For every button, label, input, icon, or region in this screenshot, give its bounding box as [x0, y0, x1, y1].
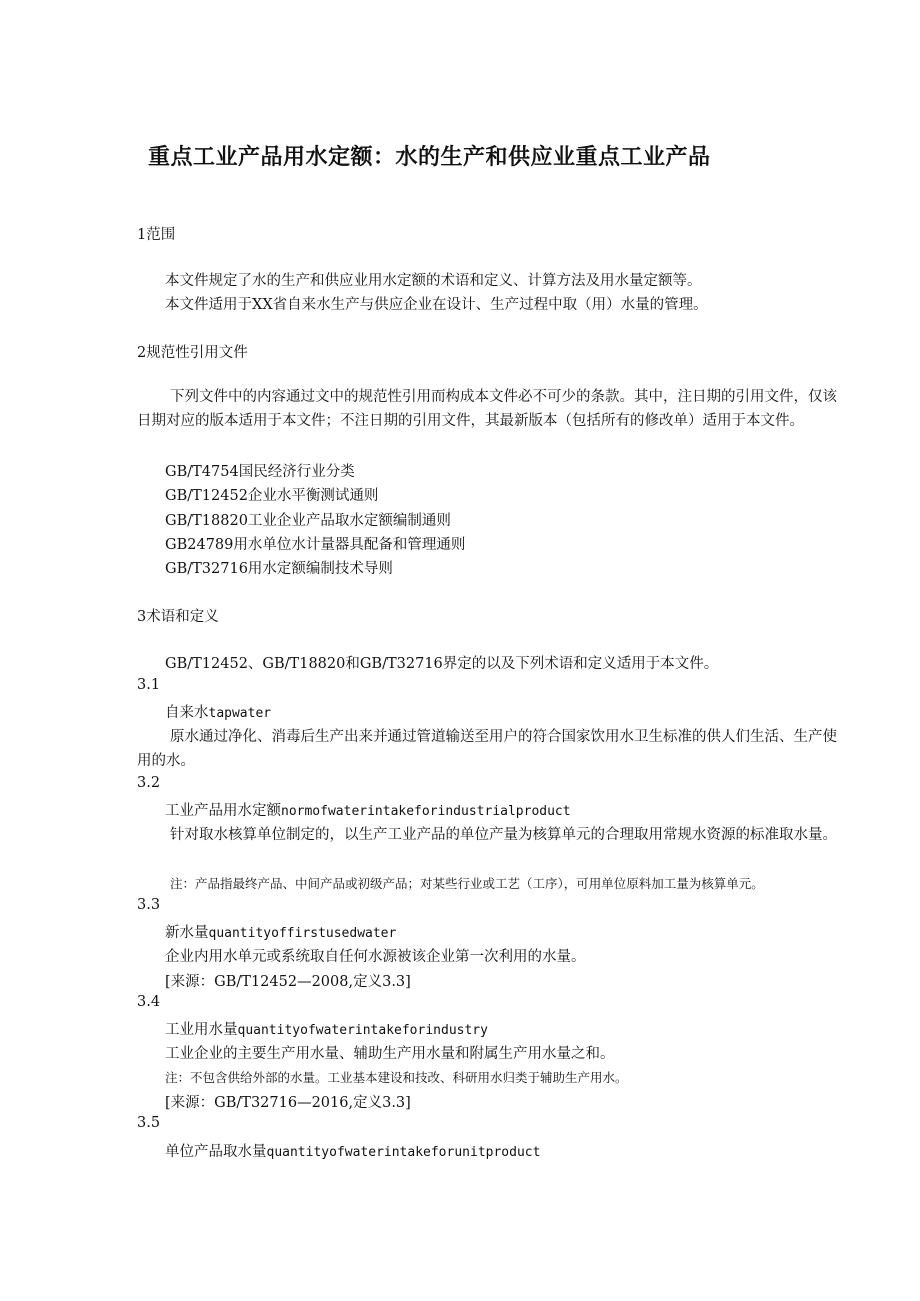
reference-item: GB/T12452企业水平衡测试通则 [165, 488, 379, 504]
term-cn: 单位产品取水量 [165, 1144, 267, 1160]
term-title [165, 1018, 488, 1039]
reference-item: GB/T32716用水定额编制技术导则 [165, 561, 393, 577]
term-definition: 原水通过净化、消毒后生产出来并通过管道输送至用户的符合国家饮用水卫生标准的供人们生活、生产使用的水。 [137, 729, 837, 769]
term-cn: 工业产品用水定额 [165, 803, 281, 819]
term-en: normofwaterintakeforindustrialproduct [281, 804, 571, 819]
term-cn: 自来水 [165, 705, 209, 721]
term-number: 3.5 [137, 1115, 161, 1131]
term-note: 注：产品指最终产品、中间产品或初级产品；对某些行业或工艺（工序），可用单位原料加工量为核算单元。 [170, 876, 764, 891]
page-title: 重点工业产品用水定额：水的生产和供应业重点工业产品 [148, 145, 711, 170]
term-title [165, 921, 396, 942]
reference-item: GB/T4754国民经济行业分类 [165, 464, 355, 480]
term-en: tapwater [208, 706, 272, 721]
term-definition: 针对取水核算单位制定的，以生产工业产品的单位产量为核算单元的合理取用常规水资源的标准取水量。 [170, 827, 837, 843]
reference-item: GB/T18820工业企业产品取水定额编制通则 [165, 513, 451, 529]
term-number: 3.1 [137, 677, 161, 693]
paragraph: GB/T12452、GB/T18820和GB/T32716界定的以及下列术语和定义适用于本文件。 [165, 656, 719, 672]
term-note: 注：不包含供给外部的水量。工业基本建设和技改、科研用水归类于辅助生产用水。 [165, 1070, 628, 1085]
term-definition: 工业企业的主要生产用水量、辅助生产用水量和附属生产用水量之和。 [165, 1046, 615, 1062]
paragraph: 本文件适用于XX省自来水生产与供应企业在设计、生产过程中取（用）水量的管理。 [165, 297, 708, 313]
term-title [165, 799, 571, 820]
term-definition: 企业内用水单元或系统取自任何水源被该企业第一次利用的水量。 [165, 949, 586, 965]
term-en: quantityofwaterintakeforindustry [237, 1023, 488, 1038]
reference-item: GB24789用水单位水计量器具配备和管理通则 [165, 537, 466, 553]
paragraph: 下列文件中的内容通过文中的规范性引用而构成本文件必不可少的条款。其中，注日期的引用文件，仅该日期对应的版本适用于本文件；不注日期的引用文件，其最新版本（包括所有的修改单）适用于本文件。 [137, 389, 837, 429]
term-source: [来源：GB/T12452—2008,定义3.3] [165, 974, 411, 990]
term-source: [来源：GB/T32716—2016,定义3.3] [165, 1095, 411, 1111]
term-number: 3.2 [137, 775, 161, 791]
section-heading-terms: 3术语和定义 [137, 609, 219, 625]
term-number: 3.4 [137, 994, 161, 1010]
term-number: 3.3 [137, 897, 161, 913]
term-en: quantityofwaterintakeforunitproduct [266, 1145, 541, 1160]
term-en: quantityoffirstusedwater [208, 926, 397, 941]
section-heading-scope: 1范围 [137, 227, 176, 243]
term-cn: 新水量 [165, 925, 209, 941]
paragraph: 本文件规定了水的生产和供应业用水定额的术语和定义、计算方法及用水量定额等。 [165, 273, 702, 289]
term-title [165, 1140, 540, 1161]
term-title [165, 701, 271, 722]
term-cn: 工业用水量 [165, 1022, 238, 1038]
section-heading-normative-references: 2规范性引用文件 [137, 345, 248, 361]
